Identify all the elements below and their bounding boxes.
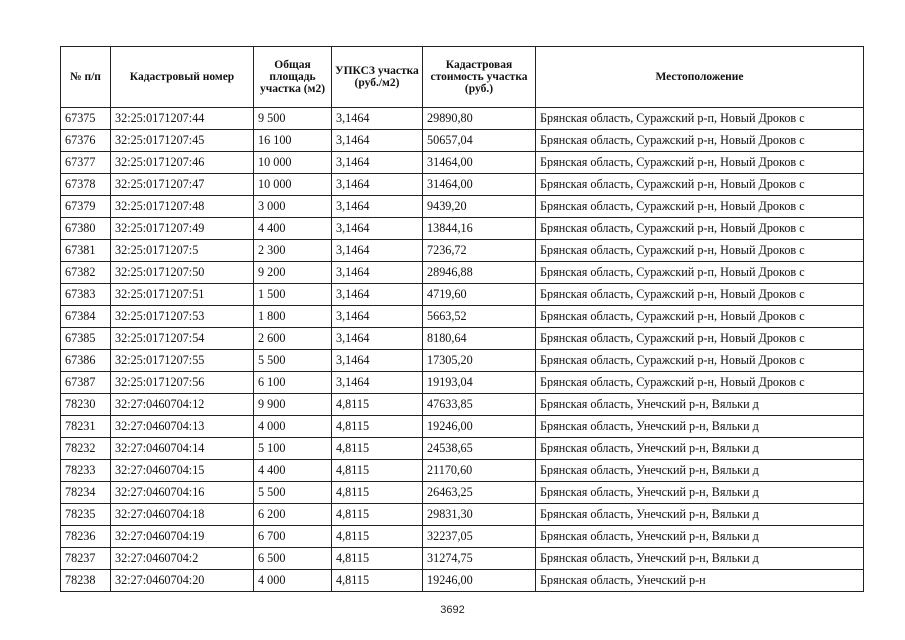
table-row bbox=[61, 262, 864, 284]
cell-upksz: 3,1464 bbox=[332, 174, 423, 196]
cell-location: Брянская область, Суражский р-п, Новый Дроков с bbox=[536, 262, 864, 284]
cell-area: 4 400 bbox=[254, 218, 332, 240]
cell-cadastral-number: 32:25:0171207:53 bbox=[111, 306, 254, 328]
cell-area: 6 500 bbox=[254, 548, 332, 570]
table-body bbox=[61, 108, 864, 592]
cell-cadastral-number: 32:25:0171207:54 bbox=[111, 328, 254, 350]
cell-area: 6 100 bbox=[254, 372, 332, 394]
cell-location: Брянская область, Суражский р-п, Новый Дроков с bbox=[536, 108, 864, 130]
header-number: № п/п bbox=[61, 47, 111, 108]
table-row bbox=[61, 108, 864, 130]
cell-number: 78235 bbox=[61, 504, 111, 526]
table-row bbox=[61, 504, 864, 526]
header-cadastral-cost: Кадастровая стоимость участка (руб.) bbox=[423, 47, 536, 108]
cell-location: Брянская область, Унечский р-н, Вяльки д bbox=[536, 482, 864, 504]
cell-number: 67386 bbox=[61, 350, 111, 372]
cell-cadastral-cost: 13844,16 bbox=[423, 218, 536, 240]
cell-cadastral-cost: 17305,20 bbox=[423, 350, 536, 372]
cell-upksz: 4,8115 bbox=[332, 416, 423, 438]
cell-area: 5 500 bbox=[254, 482, 332, 504]
cell-location: Брянская область, Суражский р-н, Новый Дроков с bbox=[536, 350, 864, 372]
table-row bbox=[61, 306, 864, 328]
cell-cadastral-number: 32:25:0171207:46 bbox=[111, 152, 254, 174]
cell-cadastral-number: 32:27:0460704:12 bbox=[111, 394, 254, 416]
cell-cadastral-number: 32:27:0460704:15 bbox=[111, 460, 254, 482]
cell-cadastral-number: 32:25:0171207:47 bbox=[111, 174, 254, 196]
cell-area: 10 000 bbox=[254, 174, 332, 196]
cell-cadastral-cost: 5663,52 bbox=[423, 306, 536, 328]
table-row bbox=[61, 394, 864, 416]
cell-area: 5 500 bbox=[254, 350, 332, 372]
table-row bbox=[61, 438, 864, 460]
cell-number: 78238 bbox=[61, 570, 111, 592]
cell-cadastral-cost: 29890,80 bbox=[423, 108, 536, 130]
cadastral-table bbox=[60, 46, 864, 592]
cell-location: Брянская область, Унечский р-н bbox=[536, 570, 864, 592]
cell-area: 9 900 bbox=[254, 394, 332, 416]
cell-cadastral-cost: 50657,04 bbox=[423, 130, 536, 152]
table-row bbox=[61, 174, 864, 196]
cell-area: 9 500 bbox=[254, 108, 332, 130]
cell-upksz: 4,8115 bbox=[332, 504, 423, 526]
table-row bbox=[61, 240, 864, 262]
cell-area: 5 100 bbox=[254, 438, 332, 460]
cell-location: Брянская область, Унечский р-н, Вяльки д bbox=[536, 394, 864, 416]
table-row bbox=[61, 372, 864, 394]
table-row bbox=[61, 196, 864, 218]
cell-cadastral-number: 32:25:0171207:51 bbox=[111, 284, 254, 306]
cell-location: Брянская область, Суражский р-н, Новый Дроков с bbox=[536, 240, 864, 262]
cell-cadastral-number: 32:27:0460704:2 bbox=[111, 548, 254, 570]
cell-number: 78232 bbox=[61, 438, 111, 460]
table-row bbox=[61, 482, 864, 504]
cell-upksz: 3,1464 bbox=[332, 350, 423, 372]
cell-upksz: 4,8115 bbox=[332, 548, 423, 570]
cell-upksz: 3,1464 bbox=[332, 218, 423, 240]
table-row bbox=[61, 526, 864, 548]
cell-location: Брянская область, Унечский р-н, Вяльки д bbox=[536, 526, 864, 548]
cell-upksz: 4,8115 bbox=[332, 438, 423, 460]
table-row bbox=[61, 328, 864, 350]
cell-cadastral-number: 32:25:0171207:5 bbox=[111, 240, 254, 262]
cell-location: Брянская область, Суражский р-н, Новый Дроков с bbox=[536, 306, 864, 328]
cell-number: 67387 bbox=[61, 372, 111, 394]
cell-number: 67385 bbox=[61, 328, 111, 350]
cell-location: Брянская область, Унечский р-н, Вяльки д bbox=[536, 504, 864, 526]
cell-cadastral-cost: 21170,60 bbox=[423, 460, 536, 482]
cell-number: 67378 bbox=[61, 174, 111, 196]
table-row bbox=[61, 218, 864, 240]
cell-cadastral-number: 32:25:0171207:50 bbox=[111, 262, 254, 284]
cell-area: 1 500 bbox=[254, 284, 332, 306]
cell-cadastral-cost: 19193,04 bbox=[423, 372, 536, 394]
cell-cadastral-cost: 4719,60 bbox=[423, 284, 536, 306]
cell-cadastral-number: 32:27:0460704:19 bbox=[111, 526, 254, 548]
cell-upksz: 4,8115 bbox=[332, 460, 423, 482]
cell-cadastral-number: 32:25:0171207:44 bbox=[111, 108, 254, 130]
cell-number: 67380 bbox=[61, 218, 111, 240]
cell-area: 10 000 bbox=[254, 152, 332, 174]
cell-cadastral-number: 32:25:0171207:49 bbox=[111, 218, 254, 240]
page-number: 3692 bbox=[440, 604, 465, 616]
header-area: Общая площадь участка (м2) bbox=[254, 47, 332, 108]
cell-location: Брянская область, Суражский р-н, Новый Дроков с bbox=[536, 152, 864, 174]
cell-number: 67379 bbox=[61, 196, 111, 218]
cell-area: 2 300 bbox=[254, 240, 332, 262]
cell-location: Брянская область, Суражский р-н, Новый Дроков с bbox=[536, 284, 864, 306]
cell-cadastral-cost: 31274,75 bbox=[423, 548, 536, 570]
cell-cadastral-number: 32:25:0171207:56 bbox=[111, 372, 254, 394]
cell-number: 78233 bbox=[61, 460, 111, 482]
table-row bbox=[61, 350, 864, 372]
cell-cadastral-number: 32:27:0460704:14 bbox=[111, 438, 254, 460]
cell-cadastral-cost: 8180,64 bbox=[423, 328, 536, 350]
cell-number: 78237 bbox=[61, 548, 111, 570]
cell-cadastral-cost: 24538,65 bbox=[423, 438, 536, 460]
cell-number: 67381 bbox=[61, 240, 111, 262]
cell-location: Брянская область, Суражский р-н, Новый Дроков с bbox=[536, 372, 864, 394]
cell-upksz: 4,8115 bbox=[332, 526, 423, 548]
cell-cadastral-cost: 47633,85 bbox=[423, 394, 536, 416]
cell-upksz: 3,1464 bbox=[332, 240, 423, 262]
cell-upksz: 3,1464 bbox=[332, 328, 423, 350]
cell-number: 67376 bbox=[61, 130, 111, 152]
cell-upksz: 4,8115 bbox=[332, 570, 423, 592]
cell-area: 3 000 bbox=[254, 196, 332, 218]
cell-cadastral-cost: 19246,00 bbox=[423, 570, 536, 592]
header-upksz: УПКСЗ участка (руб./м2) bbox=[332, 47, 423, 108]
cell-location: Брянская область, Суражский р-н, Новый Дроков с bbox=[536, 218, 864, 240]
header-row bbox=[61, 47, 864, 108]
table-row bbox=[61, 548, 864, 570]
cell-number: 78234 bbox=[61, 482, 111, 504]
cell-area: 2 600 bbox=[254, 328, 332, 350]
cell-number: 67384 bbox=[61, 306, 111, 328]
table-row bbox=[61, 152, 864, 174]
cell-upksz: 4,8115 bbox=[332, 482, 423, 504]
cell-location: Брянская область, Суражский р-н, Новый Дроков с bbox=[536, 196, 864, 218]
cell-location: Брянская область, Суражский р-н, Новый Дроков с bbox=[536, 328, 864, 350]
table-row bbox=[61, 570, 864, 592]
cell-cadastral-number: 32:27:0460704:13 bbox=[111, 416, 254, 438]
cell-upksz: 3,1464 bbox=[332, 284, 423, 306]
cell-cadastral-cost: 7236,72 bbox=[423, 240, 536, 262]
cell-upksz: 4,8115 bbox=[332, 394, 423, 416]
cell-area: 1 800 bbox=[254, 306, 332, 328]
cell-location: Брянская область, Унечский р-н, Вяльки д bbox=[536, 548, 864, 570]
table-row bbox=[61, 284, 864, 306]
cell-upksz: 3,1464 bbox=[332, 152, 423, 174]
cell-cadastral-cost: 31464,00 bbox=[423, 152, 536, 174]
cell-cadastral-number: 32:25:0171207:45 bbox=[111, 130, 254, 152]
cell-number: 67375 bbox=[61, 108, 111, 130]
cell-location: Брянская область, Унечский р-н, Вяльки д bbox=[536, 416, 864, 438]
cell-location: Брянская область, Унечский р-н, Вяльки д bbox=[536, 438, 864, 460]
table-header bbox=[61, 47, 864, 108]
cell-cadastral-number: 32:27:0460704:16 bbox=[111, 482, 254, 504]
cell-cadastral-number: 32:25:0171207:55 bbox=[111, 350, 254, 372]
cell-cadastral-cost: 9439,20 bbox=[423, 196, 536, 218]
header-location: Местоположение bbox=[536, 47, 864, 108]
table-row bbox=[61, 416, 864, 438]
cell-cadastral-number: 32:27:0460704:20 bbox=[111, 570, 254, 592]
cell-area: 4 000 bbox=[254, 570, 332, 592]
cell-cadastral-cost: 19246,00 bbox=[423, 416, 536, 438]
cell-number: 67383 bbox=[61, 284, 111, 306]
header-cadastral-number: Кадастровый номер bbox=[111, 47, 254, 108]
cell-upksz: 3,1464 bbox=[332, 306, 423, 328]
cell-cadastral-cost: 32237,05 bbox=[423, 526, 536, 548]
cell-cadastral-number: 32:25:0171207:48 bbox=[111, 196, 254, 218]
cell-cadastral-number: 32:27:0460704:18 bbox=[111, 504, 254, 526]
cell-area: 4 400 bbox=[254, 460, 332, 482]
cell-upksz: 3,1464 bbox=[332, 262, 423, 284]
cell-upksz: 3,1464 bbox=[332, 196, 423, 218]
cell-number: 67382 bbox=[61, 262, 111, 284]
cell-number: 78231 bbox=[61, 416, 111, 438]
cell-number: 78236 bbox=[61, 526, 111, 548]
table-row bbox=[61, 130, 864, 152]
cell-upksz: 3,1464 bbox=[332, 372, 423, 394]
cell-upksz: 3,1464 bbox=[332, 130, 423, 152]
table-row bbox=[61, 460, 864, 482]
cell-number: 67377 bbox=[61, 152, 111, 174]
cell-number: 78230 bbox=[61, 394, 111, 416]
cell-location: Брянская область, Унечский р-н, Вяльки д bbox=[536, 460, 864, 482]
cell-area: 6 700 bbox=[254, 526, 332, 548]
cell-cadastral-cost: 31464,00 bbox=[423, 174, 536, 196]
cell-area: 4 000 bbox=[254, 416, 332, 438]
cell-cadastral-cost: 29831,30 bbox=[423, 504, 536, 526]
cell-cadastral-cost: 28946,88 bbox=[423, 262, 536, 284]
cell-upksz: 3,1464 bbox=[332, 108, 423, 130]
cell-location: Брянская область, Суражский р-н, Новый Дроков с bbox=[536, 174, 864, 196]
cell-area: 9 200 bbox=[254, 262, 332, 284]
cell-area: 16 100 bbox=[254, 130, 332, 152]
cell-cadastral-cost: 26463,25 bbox=[423, 482, 536, 504]
cell-area: 6 200 bbox=[254, 504, 332, 526]
cell-location: Брянская область, Суражский р-н, Новый Дроков с bbox=[536, 130, 864, 152]
